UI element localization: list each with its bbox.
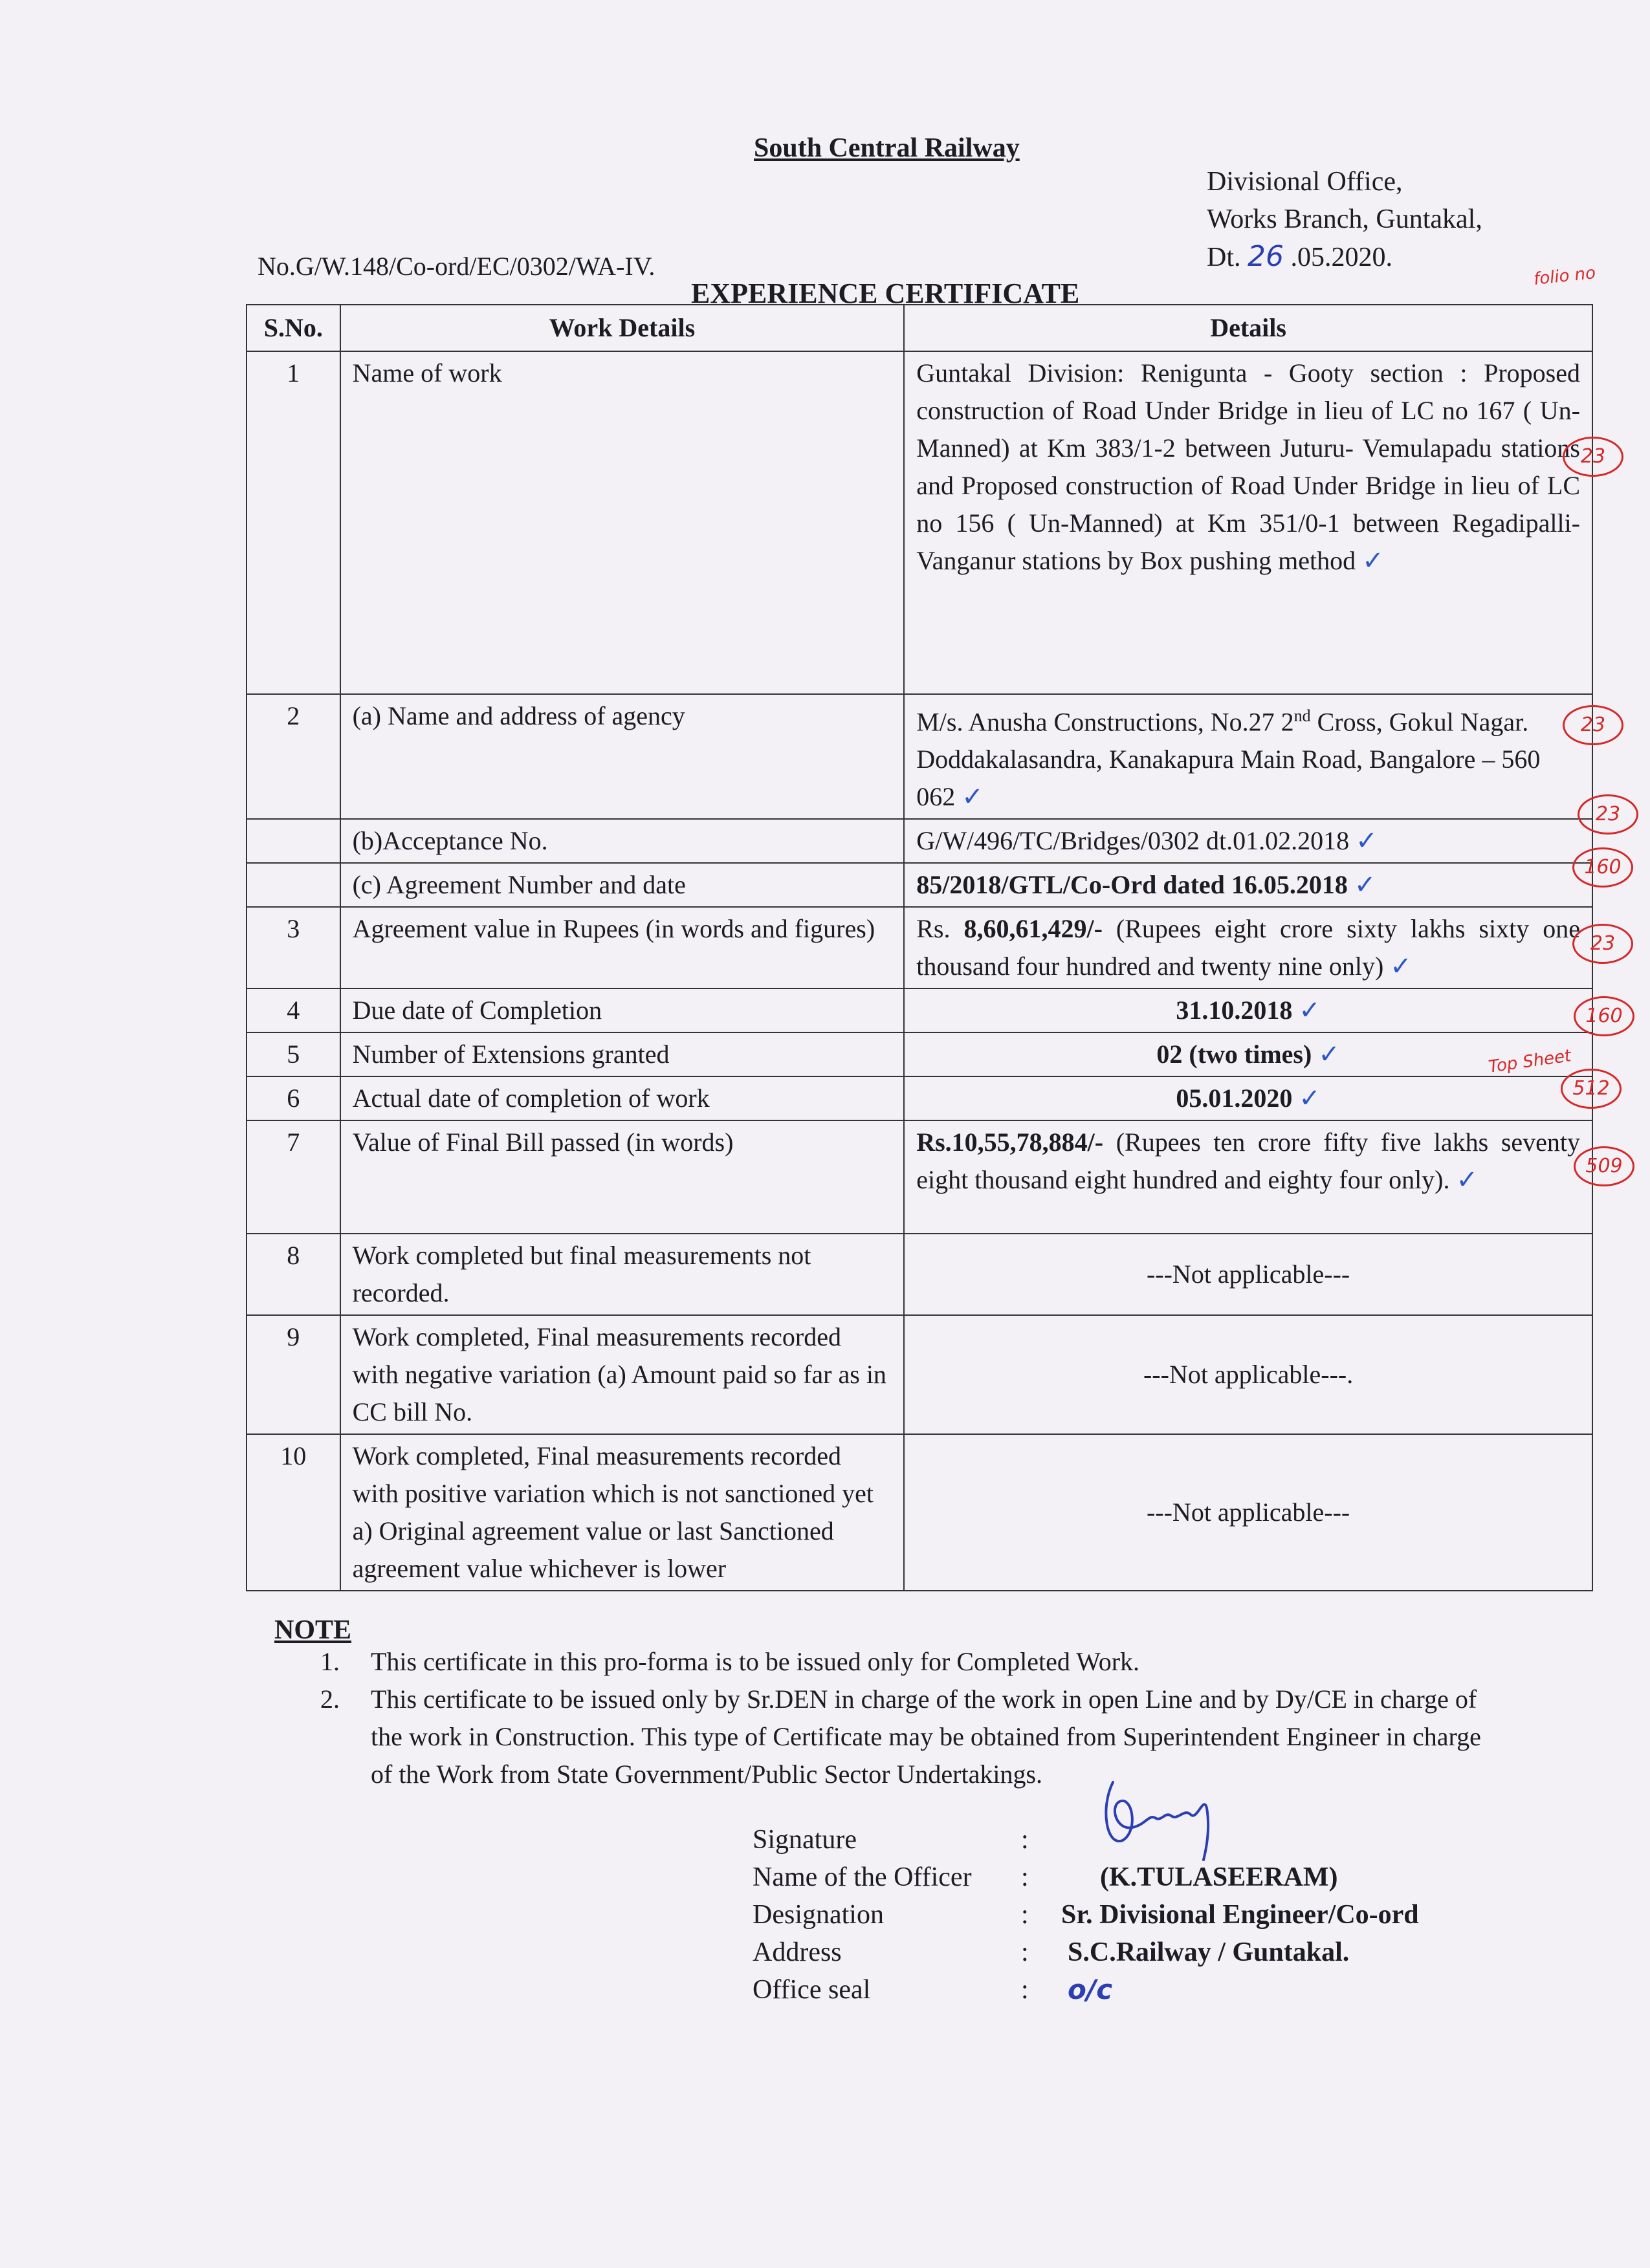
table-row (247, 988, 1592, 1032)
row-work: Value of Final Bill passed (in words) (340, 1120, 905, 1234)
table-row (247, 863, 1592, 907)
row-sno (247, 819, 340, 863)
table-row (247, 907, 1592, 988)
row-sno: 2 (247, 694, 340, 819)
railway-title: South Central Railway (754, 133, 1020, 163)
table-header-row (247, 305, 1592, 351)
circled-annotation: 23 (1563, 437, 1623, 477)
reference-number: No.G/W.148/Co-ord/EC/0302/WA-IV. (258, 252, 655, 281)
row-details: 02 (two times) ✓ (904, 1032, 1592, 1076)
row-work: Work completed, Final measurements recorded with negative variation (a) Amount paid so far as in CC bill No. (340, 1315, 905, 1434)
row-details: Rs. 8,60,61,429/- (Rupees eight crore sixty lakhs sixty one thousand four hundred and twenty nine only) ✓ (904, 907, 1592, 988)
row-details: ---Not applicable--- (904, 1234, 1592, 1315)
row-sno: 1 (247, 351, 340, 694)
date-prefix: Dt. (1207, 243, 1241, 272)
row-details: 31.10.2018 ✓ (904, 988, 1592, 1032)
check-icon: ✓ (962, 782, 984, 812)
row-details: G/W/496/TC/Bridges/0302 dt.01.02.2018 ✓ (904, 819, 1592, 863)
circled-annotation: 160 (1572, 847, 1633, 888)
row-sno: 9 (247, 1315, 340, 1434)
row-details: M/s. Anusha Constructions, No.27 2nd Cross, Gokul Nagar. Doddakalasandra, Kanakapura Main Road, Bangalore – 560 062 ✓ (904, 694, 1592, 819)
date-day-handwritten: 26 (1248, 240, 1284, 273)
note-item: 2. This certificate to be issued only by Sr.DEN in charge of the work in open Line and by Dy/CE in charge of the work in Construction. This type of Certificate may be obtained from Superintendent Engineer in charge of the Work from State Government/Public Sector Undertakings. (320, 1685, 1481, 1789)
circled-annotation: 512 (1561, 1069, 1622, 1109)
circled-annotation: 509 (1574, 1146, 1634, 1186)
row-sno: 3 (247, 907, 340, 988)
row-details: Rs.10,55,78,884/- (Rupees ten crore fifty five lakhs seventy eight thousand eight hundred and eighty four only). ✓ (904, 1120, 1592, 1234)
row-work: (c) Agreement Number and date (340, 863, 905, 907)
header-details: Details (904, 305, 1592, 351)
table-row (247, 1234, 1592, 1315)
header-sno: S.No. (247, 305, 340, 351)
folio-note: folio no (1532, 263, 1597, 289)
designation-row: Designation : Sr. Divisional Engineer/Co-ord (753, 1900, 1419, 1930)
check-icon: ✓ (1318, 1040, 1340, 1070)
row-work: Number of Extensions granted (340, 1032, 905, 1076)
office-seal-row: Office seal : o/c (753, 1974, 1113, 2005)
table-row (247, 819, 1592, 863)
table-row (247, 1315, 1592, 1434)
signature-row: Signature : (753, 1825, 1029, 1855)
note-item: 1. This certificate in this pro-forma is to be issued only for Completed Work. (320, 1647, 1140, 1676)
check-icon: ✓ (1456, 1165, 1479, 1195)
note-list (320, 1643, 1504, 1793)
circled-annotation: 160 (1574, 996, 1634, 1036)
table-row (247, 1076, 1592, 1120)
row-sno: 5 (247, 1032, 340, 1076)
top-sheet-note: Top Sheet (1487, 1046, 1572, 1077)
address-row: Address : S.C.Railway / Guntakal. (753, 1937, 1350, 1967)
row-details: ---Not applicable--- (904, 1434, 1592, 1591)
row-work: (a) Name and address of agency (340, 694, 905, 819)
circled-annotation: 23 (1578, 794, 1638, 834)
office-date (1207, 238, 1482, 276)
table-row (247, 1120, 1592, 1234)
header-work-details: Work Details (340, 305, 905, 351)
table-row (247, 694, 1592, 819)
table-row (247, 1032, 1592, 1076)
row-work: Due date of Completion (340, 988, 905, 1032)
circled-annotation: 23 (1563, 705, 1623, 745)
row-details: ---Not applicable---. (904, 1315, 1592, 1434)
row-sno: 10 (247, 1434, 340, 1591)
check-icon: ✓ (1390, 952, 1412, 982)
row-sno: 4 (247, 988, 340, 1032)
circled-annotation: 23 (1572, 924, 1633, 964)
check-icon: ✓ (1299, 996, 1321, 1026)
signature-block (753, 1821, 1419, 2009)
work-details-table (246, 304, 1593, 1591)
office-line-1: Divisional Office, (1207, 167, 1403, 197)
row-details: Guntakal Division: Renigunta - Gooty section : Proposed construction of Road Under Bridge in lieu of LC no 167 ( Un-Manned) at Km 383/1-2 between Juturu- Vemulapadu stations and Proposed construction of Road Under Bridge in lieu of LC no 156 ( Un-Manned) at Km 351/0-1 between Regadipalli- Vanganur stations by Box pushing method ✓ (904, 351, 1592, 694)
row-work: Name of work (340, 351, 905, 694)
table-row (247, 351, 1592, 694)
row-work: Work completed, Final measurements recorded with positive variation which is not sanctioned yet a) Original agreement value or last Sanctioned agreement value whichever is lower (340, 1434, 905, 1591)
row-details: 05.01.2020 ✓ (904, 1076, 1592, 1120)
officer-name-row: Name of the Officer : (K.TULASEERAM) (753, 1862, 1338, 1892)
row-work: Actual date of completion of work (340, 1076, 905, 1120)
row-details: 85/2018/GTL/Co-Ord dated 16.05.2018 ✓ (904, 863, 1592, 907)
row-work: Work completed but final measurements not recorded. (340, 1234, 905, 1315)
office-line-2: Works Branch, Guntakal, (1207, 204, 1482, 234)
note-heading: NOTE (274, 1615, 352, 1645)
row-work: Agreement value in Rupees (in words and figures) (340, 907, 905, 988)
check-icon: ✓ (1356, 826, 1378, 856)
certificate-title: EXPERIENCE CERTIFICATE (691, 278, 1080, 309)
row-work: (b)Acceptance No. (340, 819, 905, 863)
check-icon: ✓ (1362, 546, 1384, 576)
table-row (247, 1434, 1592, 1591)
row-sno: 6 (247, 1076, 340, 1120)
row-sno (247, 863, 340, 907)
row-sno: 8 (247, 1234, 340, 1315)
check-icon: ✓ (1354, 870, 1376, 900)
date-suffix: .05.2020. (1290, 243, 1392, 272)
check-icon: ✓ (1299, 1084, 1321, 1114)
row-sno: 7 (247, 1120, 340, 1234)
office-address (1207, 163, 1482, 276)
